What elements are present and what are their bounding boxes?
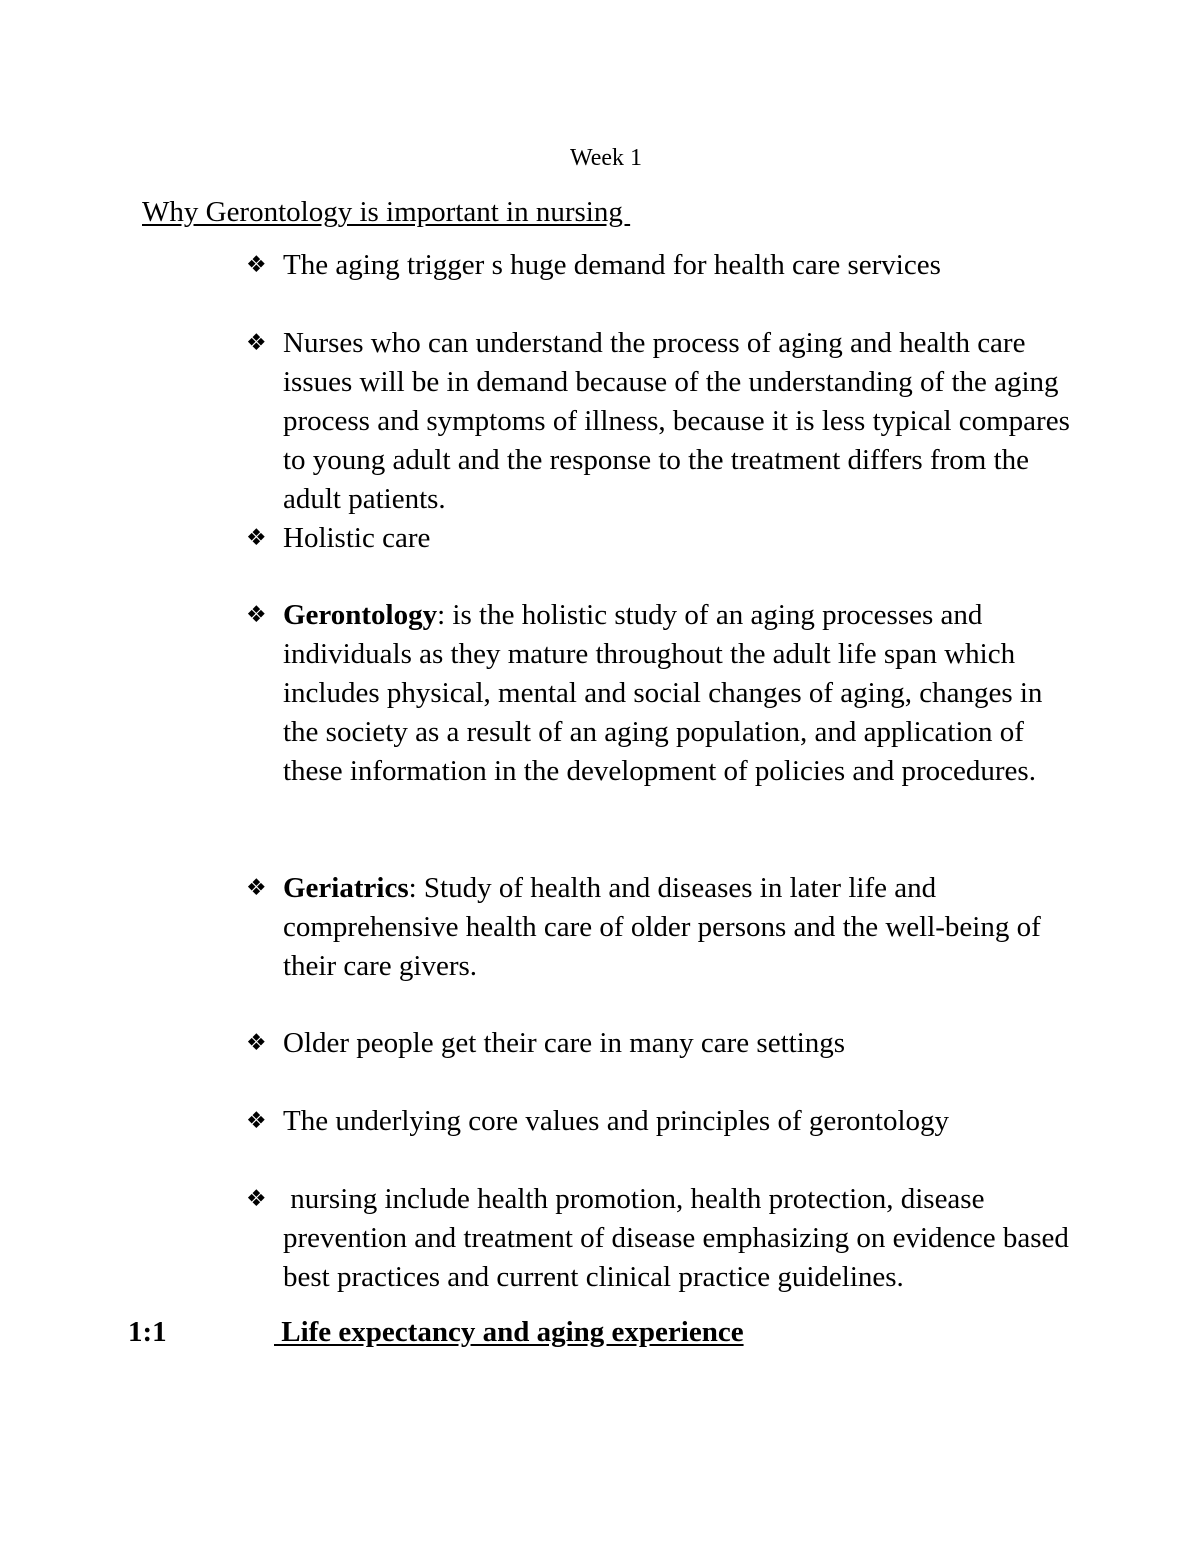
- diamond-bullet-icon: ❖: [246, 525, 267, 551]
- bullet-text: The aging trigger s huge demand for health care services: [283, 249, 941, 281]
- diamond-bullet-icon: ❖: [246, 1108, 267, 1134]
- bullet-item: [246, 1102, 1076, 1141]
- bullet-text: Holistic care: [283, 522, 431, 554]
- diamond-bullet-icon: ❖: [246, 1030, 267, 1056]
- bullet-item: [246, 1024, 1076, 1063]
- term-geriatrics: Geriatrics: [283, 872, 409, 904]
- definition-geriatrics: : Study of health and diseases in later life and comprehensive health care of older persons and the well-being of their care givers.: [283, 872, 1041, 982]
- diamond-bullet-icon: ❖: [246, 875, 267, 901]
- bullet-text-content: nursing include health promotion, health protection, disease prevention and treatment of disease emphasizing on evidence based best practices and current clinical practice guidelines.: [283, 1183, 1069, 1293]
- bullet-item-gerontology: [246, 596, 1076, 791]
- diamond-bullet-icon: ❖: [246, 602, 267, 628]
- bullet-item: [246, 1180, 1076, 1297]
- bullet-item: [246, 519, 1076, 558]
- bullet-text: [283, 596, 1076, 791]
- bullet-item: [246, 324, 1076, 519]
- subsection-title: Life expectancy and aging experience: [274, 1316, 744, 1348]
- week-title: Week 1: [569, 145, 643, 171]
- bullet-text: The underlying core values and principles of gerontology: [283, 1105, 949, 1137]
- bullet-text: [283, 1180, 1076, 1297]
- bullet-text: Older people get their care in many care settings: [283, 1027, 846, 1059]
- term-gerontology: Gerontology: [283, 599, 438, 631]
- diamond-bullet-icon: ❖: [246, 330, 267, 356]
- diamond-bullet-icon: ❖: [246, 1186, 267, 1212]
- definition-gerontology: : is the holistic study of an aging processes and individuals as they mature throughout the adult life span which includes physical, mental and social changes of aging, changes in the society as a result of an aging population, and application of these information in the development of policies and procedures.: [283, 599, 1043, 787]
- section-heading: Why Gerontology is important in nursing: [142, 196, 631, 228]
- bullet-text: Nurses who can understand the process of aging and health care issues will be in demand because of the understanding of the aging process and symptoms of illness, because it is less typical compares to young adult and the response to the treatment differs from the adult patients.: [283, 327, 1070, 515]
- bullet-text: [283, 869, 1076, 986]
- bullet-item: [246, 246, 1076, 285]
- diamond-bullet-icon: ❖: [246, 252, 267, 278]
- subsection-number: 1:1: [128, 1316, 167, 1348]
- bullet-item-geriatrics: [246, 869, 1076, 986]
